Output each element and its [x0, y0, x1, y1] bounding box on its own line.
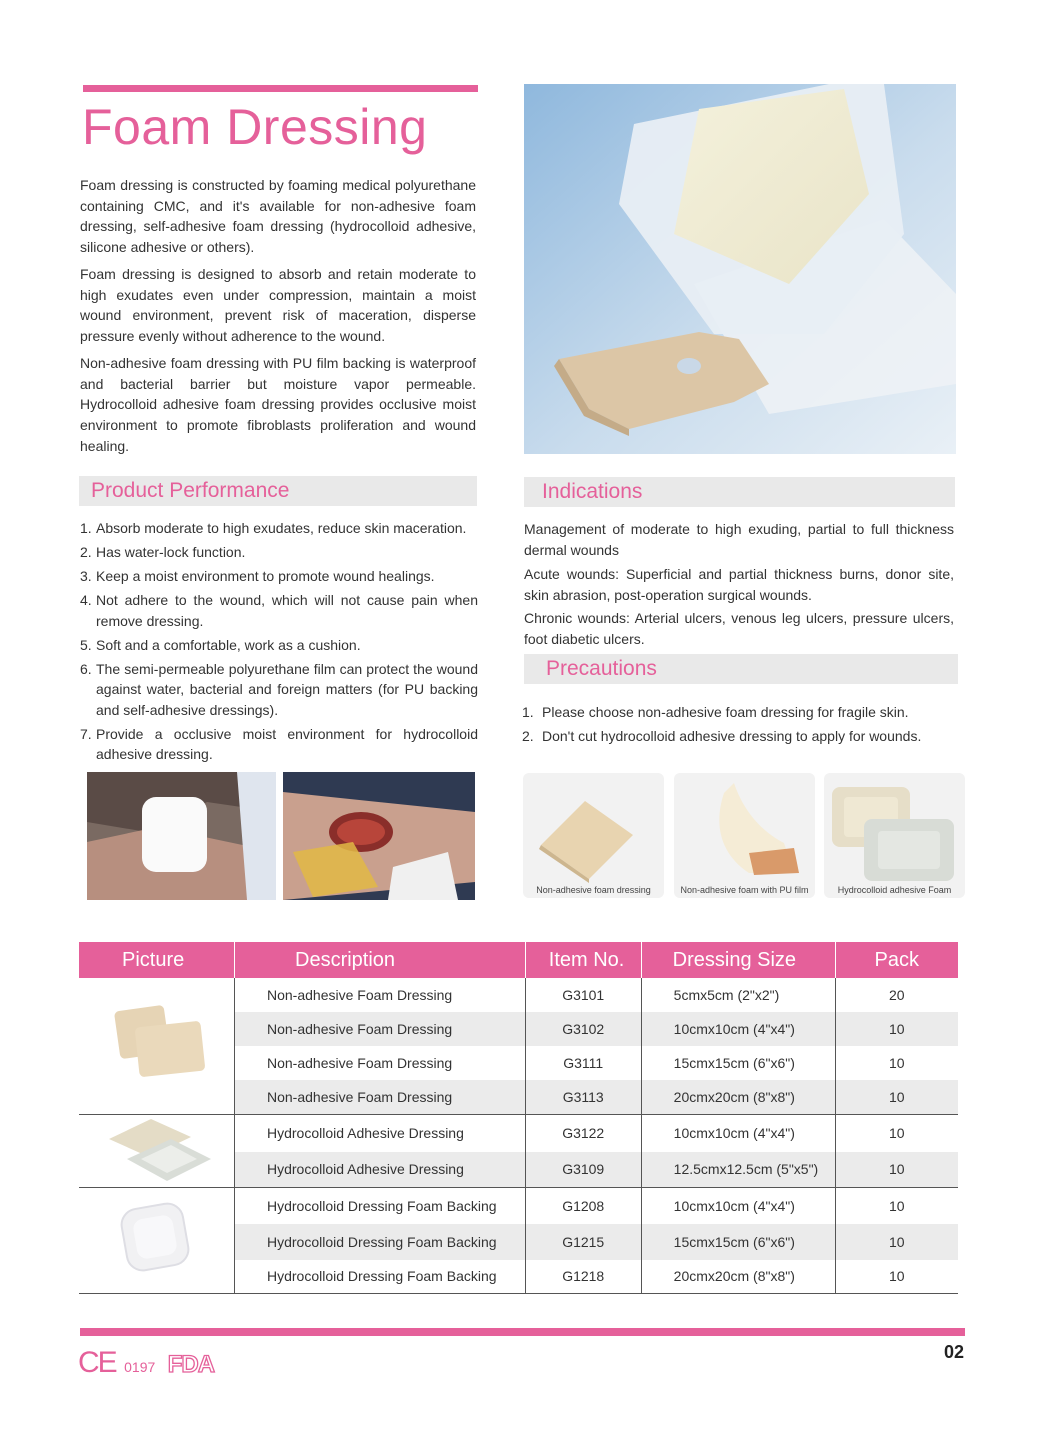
list-item: 7. Provide a occlusive moist environment for hydrocolloid adhesive dressing. — [80, 725, 478, 762]
footer-accent-bar — [80, 1328, 965, 1336]
cell-item-no: G3109 — [525, 1152, 641, 1188]
cell-pack: 10 — [888, 1125, 905, 1142]
indication-paragraph: Management of moderate to high exuding, partial to full thickness dermal wounds — [524, 521, 954, 558]
cell-pack: 10 — [835, 1080, 958, 1115]
header-picture: Picture — [79, 942, 235, 978]
thumb-non-adhesive — [523, 773, 664, 898]
cell-description: Hydrocolloid Dressing Foam Backing — [235, 1260, 526, 1294]
precautions-list — [522, 700, 962, 748]
table-row — [79, 1115, 958, 1152]
intro-paragraph-2: Foam dressing is designed to absorb and retain moderate to high exudates even under compression, maintain a moist wound environment, prevent risk of maceration, disperse pressure evenly without adherence to the wound. — [80, 266, 476, 345]
cell-pack: 10 — [888, 1054, 905, 1071]
cell-description: Non-adhesive Foam Dressing — [235, 978, 526, 1012]
cell-item-no: G3122 — [525, 1115, 641, 1152]
header-item-no: Item No. — [525, 942, 641, 978]
cell-item-no: G3101 — [525, 978, 641, 1012]
thumb-hydrocolloid — [824, 773, 965, 898]
cell-description: Non-adhesive Foam Dressing — [235, 1080, 526, 1115]
cell-item-no: G3111 — [525, 1046, 641, 1080]
indication-paragraph: Chronic wounds: Arterial ulcers, venous leg ulcers, pressure ulcers, foot diabetic ulcers. — [524, 610, 954, 647]
wound-photo-leg — [283, 772, 475, 900]
cell-pack: 10 — [835, 1224, 958, 1260]
cell-description: Hydrocolloid Adhesive Dressing — [235, 1115, 526, 1152]
cell-size: 15cmx15cm (6"x6") — [641, 1046, 835, 1080]
top-accent-bar — [83, 85, 478, 92]
cell-size: 10cmx10cm (4"x4") — [641, 1012, 835, 1046]
page-number: 02 — [944, 1342, 965, 1362]
cell-description: Hydrocolloid Dressing Foam Backing — [235, 1188, 526, 1224]
cell-item-no: G3102 — [525, 1012, 641, 1046]
performance-heading: Product Performance — [79, 476, 477, 506]
ce-mark-logo: CE 0197 FDA — [78, 1346, 215, 1379]
list-item: 2. Has water-lock function. — [80, 544, 246, 560]
fda-logo: FDA — [167, 1351, 215, 1378]
cell-description: Hydrocolloid Adhesive Dressing — [235, 1152, 526, 1188]
indications-heading: Indications — [524, 477, 955, 507]
cell-size: 5cmx5cm (2"x2") — [641, 978, 835, 1012]
wound-photo-knee — [87, 772, 276, 900]
intro-paragraph-3: Non-adhesive foam dressing with PU film backing is waterproof and bacterial barrier but moisture vapor permeable. Hydrocolloid adhesive foam dressing provides occlusive moist environment to promote fibroblasts proliferation and wound healing. — [80, 355, 476, 454]
table-header-row — [79, 942, 958, 978]
indication-paragraph: Acute wounds: Superficial and partial thickness burns, donor site, skin abrasion, post-operation surgical wounds. — [524, 566, 954, 603]
list-item: 6. The semi-permeable polyurethane film can protect the wound against water, bacterial and foreign matters (for PU backing and self-adhesive dressings). — [80, 660, 478, 718]
ce-number: 0197 — [124, 1359, 156, 1375]
cell-description: Non-adhesive Foam Dressing — [235, 1012, 526, 1046]
cell-pack: 10 — [835, 1260, 958, 1294]
hero-product-photo — [524, 84, 956, 454]
product-table — [79, 942, 958, 1294]
page-title: Foam Dressing — [82, 99, 428, 155]
thumb-pu-film — [674, 773, 815, 898]
cell-pack: 10 — [888, 1197, 905, 1214]
thumb-caption: Non-adhesive foam dressing — [536, 885, 651, 895]
list-item: 1. Please choose non-adhesive foam dressing for fragile skin. — [522, 704, 909, 720]
picture-non-adhesive — [79, 978, 235, 1115]
table-row — [79, 1188, 958, 1224]
cell-size: 12.5cmx12.5cm (5"x5") — [641, 1152, 835, 1188]
thumb-caption: Hydrocolloid adhesive Foam — [837, 885, 952, 895]
header-pack: Pack — [835, 942, 958, 978]
cell-size: 15cmx15cm (6"x6") — [641, 1224, 835, 1260]
cell-description: Hydrocolloid Dressing Foam Backing — [235, 1224, 526, 1260]
intro-paragraph-1: Foam dressing is constructed by foaming medical polyurethane containing CMC, and it's available for non-adhesive foam dressing, self-adhesive foam dressing (hydrocolloid adhesive, silicone adhesive or others). — [80, 177, 476, 256]
cell-size: 10cmx10cm (4"x4") — [641, 1188, 835, 1224]
cell-pack: 10 — [835, 1012, 958, 1046]
cell-size: 10cmx10cm (4"x4") — [641, 1115, 835, 1152]
header-dressing-size: Dressing Size — [641, 942, 835, 978]
cell-item-no: G1218 — [525, 1260, 641, 1294]
cell-item-no: G3113 — [525, 1080, 641, 1115]
cell-item-no: G1208 — [525, 1188, 641, 1224]
list-item: 5. Soft and a comfortable, work as a cushion. — [80, 636, 361, 653]
list-item: 2. Don't cut hydrocolloid adhesive dressing to apply for wounds. — [522, 728, 922, 744]
cell-description: Non-adhesive Foam Dressing — [235, 1046, 526, 1080]
cell-pack: 10 — [835, 1152, 958, 1188]
cell-size: 20cmx20cm (8"x8") — [641, 1080, 835, 1115]
table-row — [79, 978, 958, 1012]
picture-foam-backing — [79, 1188, 235, 1294]
cell-size: 20cmx20cm (8"x8") — [641, 1260, 835, 1294]
precautions-heading: Precautions — [524, 654, 958, 684]
thumb-caption: Non-adhesive foam with PU film — [680, 885, 809, 895]
list-item: 1. Absorb moderate to high exudates, reduce skin maceration. — [80, 520, 467, 536]
header-description: Description — [235, 942, 526, 978]
list-item: 3. Keep a moist environment to promote wound healings. — [80, 568, 435, 584]
list-item: 4. Not adhere to the wound, which will not cause pain when remove dressing. — [80, 592, 478, 629]
cell-pack: 20 — [888, 986, 905, 1003]
picture-hydrocolloid — [79, 1115, 235, 1188]
performance-list — [80, 518, 478, 768]
cell-item-no: G1215 — [525, 1224, 641, 1260]
